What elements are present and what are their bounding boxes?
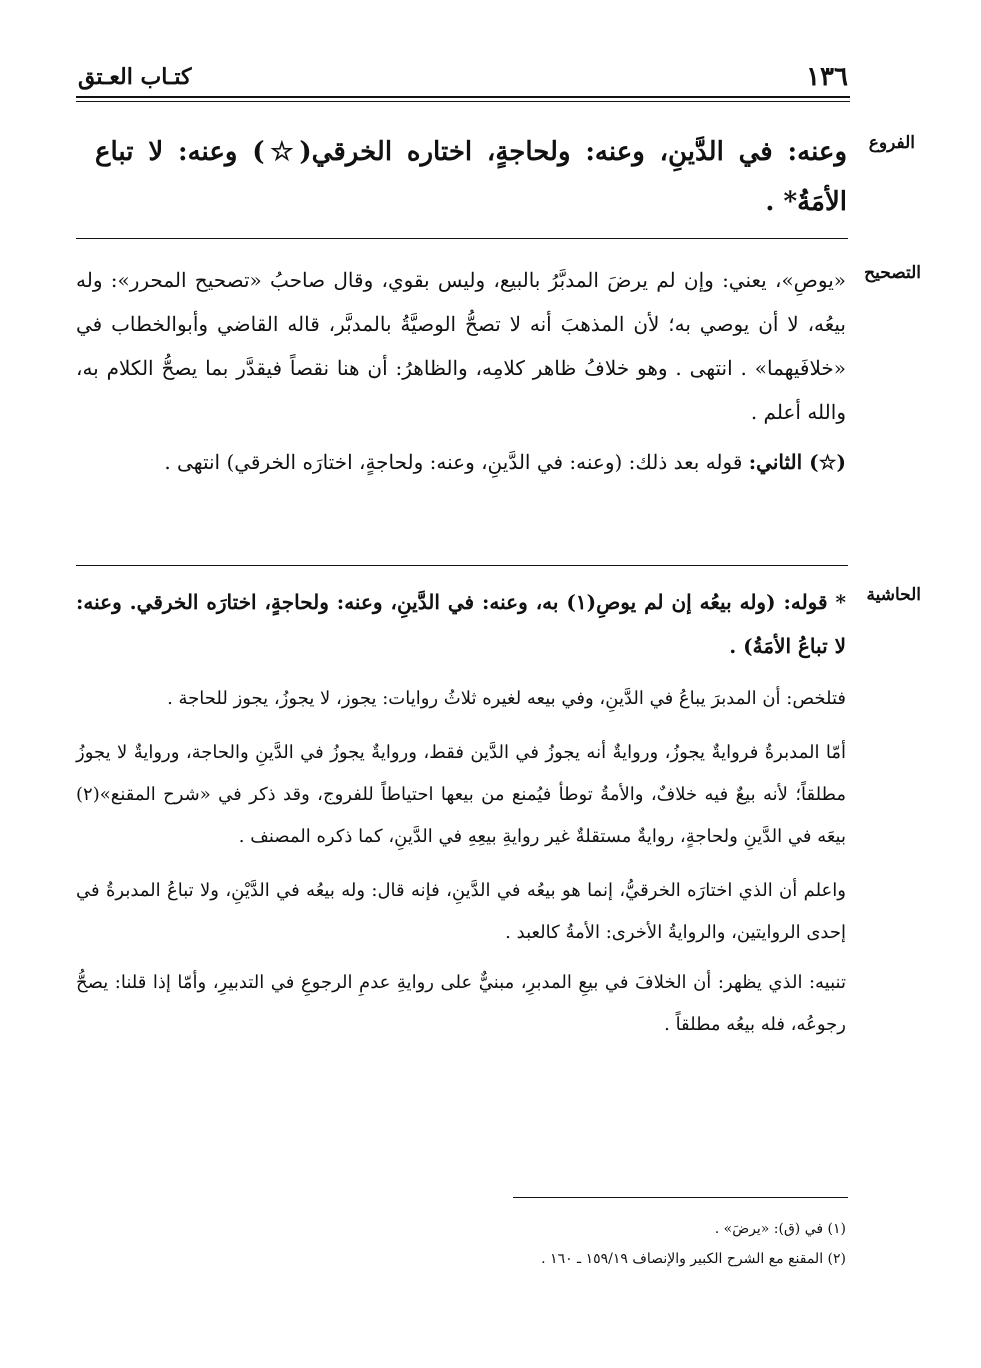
footnote-2: (٢) المقنع مع الشرح الكبير والإنصاف ١٥٩/١٩ ـ ١٦٠ .	[541, 1251, 846, 1267]
book-title: كتـاب العـتق	[78, 64, 192, 90]
footnote-1: (١) في (ق): «يرضَ» .	[714, 1221, 846, 1237]
footnotes	[76, 1214, 846, 1274]
page-header	[78, 62, 848, 98]
furu-divider	[76, 238, 848, 239]
hashiya-paragraph-4: تنبيه: الذي يظهر: أن الخلافَ في بيعِ المدبرِ، مبنيٌّ على روايةِ عدمِ الرجوعِ في التدبيرِ، وأمّا إذا قلنا: يصحُّ رجوعُه، فله بيعُه مطلقاً .	[76, 972, 846, 1035]
tashih-note-label: (☆) الثاني:	[748, 450, 846, 474]
page-number: ١٣٦	[806, 62, 848, 92]
tashih-divider	[76, 565, 848, 566]
hashiya-quote-text: قوله: (وله بيعُه إن لم يوصِ(١) به، وعنه: في الدَّينِ، وعنه: ولحاجةٍ، اختارَه الخرقي. وعنه: لا تباعُ الأمَةُ) .	[76, 590, 846, 658]
tashih-text: «يوصِ»، يعني: وإن لم يرضَ المدبَّرُ بالبيع، وليس بقوي، وقال صاحبُ «تصحيح المحرر»: وله بيعُه، لا أن يوصي به؛ لأن المذهبَ أنه لا تصحُّ الوصيَّةُ بالمدبَّر، قاله القاضي وأبوالخطاب في «خلافَيهما» . انتهى . وهو خلافُ ظاهر كلامِه، والظاهرُ: أن هنا نقصاً فيقدَّر بما يصحُّ الكلام به، والله أعلم .	[76, 268, 846, 424]
furu-text: وعنه: في الدَّينِ، وعنه: ولحاجةٍ، اختاره الخرقي(☆) وعنه: لا تباع الأمَةُ* .	[95, 137, 847, 217]
section-label-furu: الفروع	[868, 133, 915, 153]
tashih-note-text: قوله بعد ذلك: (وعنه: في الدَّينِ، وعنه: ولحاجةٍ، اختارَه الخرقي) انتهى .	[164, 450, 743, 474]
tashih-section	[76, 258, 846, 484]
section-label-hashiya: الحاشية	[866, 585, 921, 605]
tashih-note	[76, 440, 846, 484]
footnote-divider	[513, 1197, 848, 1198]
furu-section	[95, 127, 847, 227]
hashiya-section	[76, 580, 846, 1046]
hashiya-quote	[76, 580, 846, 668]
section-label-tashih: التصحيح	[864, 263, 921, 283]
hashiya-paragraph-2: أمّا المدبرةُ فروايةٌ يجوزُ، وروايةٌ أنه يجوزُ في الدَّين فقط، وروايةٌ يجوزُ في الدَّينِ والحاجة، وروايةٌ لا يجوزُ مطلقاً؛ لأنه بيعٌ فيه خلافٌ، والأمةُ توطأ فيُمنع من بيعها احتياطاً للفروج، وقد ذكر في «شرح المقنع»(٢) بيعَه في الدَّينِ ولحاجةٍ، روايةٌ مستقلةٌ غير روايةِ بيعِهِ في الدَّينِ، كما ذكره المصنف .	[76, 742, 846, 847]
header-divider	[76, 96, 850, 98]
hashiya-paragraph-1: فتلخص: أن المدبرَ يباعُ في الدَّينِ، وفي بيعه لغيره ثلاثُ روايات: يجوز، لا يجوزُ، يجوز للحاجة .	[167, 688, 846, 709]
hashiya-star: *	[835, 590, 846, 614]
hashiya-paragraph-3: واعلم أن الذي اختارَه الخرقيُّ، إنما هو بيعُه في الدَّينِ، فإنه قال: وله بيعُه في الدَّيْنِ، ولا تباعُ المدبرةُ في إحدى الروايتين، والروايةُ الأخرى: الأمةُ كالعبد .	[76, 880, 846, 943]
